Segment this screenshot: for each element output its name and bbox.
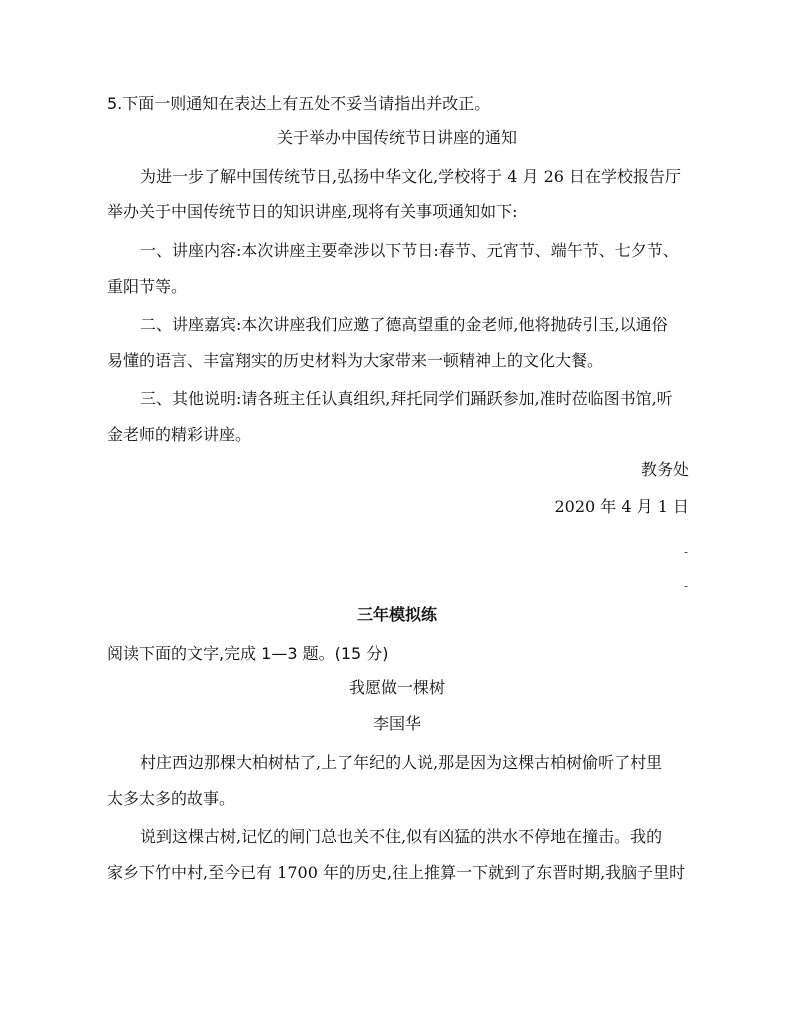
notice-issuer: 教务处	[640, 460, 689, 479]
notice-item1-line2: 重阳节等。	[107, 277, 188, 296]
article-para1-line1: 村庄西边那棵大柏树枯了,上了年纪的人说,那是因为这棵古柏树偷听了村里	[140, 753, 663, 772]
section-instruction: 阅读下面的文字,完成 1—3 题。(15 分)	[107, 644, 389, 663]
article-para2-line1: 说到这棵古树,记忆的闸门总也关不住,似有凶猛的洪水不停地在撞击。我的	[140, 827, 663, 846]
section-heading: 三年模拟练	[356, 605, 437, 624]
notice-para1-line1: 为进一步了解中国传统节日,弘扬中华文化,学校将于 4 月 26 日在学校报告厅	[140, 167, 682, 186]
question-prompt: 5.下面一则通知在表达上有五处不妥当请指出并改正。	[107, 94, 491, 113]
article-para2-line2: 家乡下竹中村,至今已有 1700 年的历史,往上推算一下就到了东晋时期,我脑子里时	[107, 863, 686, 882]
notice-item2-line2: 易懂的语言、丰富翔实的历史材料为大家带来一顿精神上的文化大餐。	[107, 351, 604, 370]
notice-item3-line2: 金老师的精彩讲座。	[107, 425, 252, 444]
notice-date: 2020 年 4 月 1 日	[554, 497, 689, 516]
notice-title: 关于举办中国传统节日讲座的通知	[276, 128, 517, 147]
notice-item2-line1: 二、讲座嘉宾:本次讲座我们应邀了德高望重的金老师,他将抛砖引玉,以通俗	[140, 315, 668, 334]
article-author: 李国华	[372, 714, 421, 733]
margin-mark: -	[684, 579, 689, 593]
margin-mark: -	[684, 545, 689, 559]
notice-item3-line1: 三、其他说明:请各班主任认真组织,拜托同学们踊跃参加,准时莅临图书馆,听	[140, 389, 673, 408]
notice-para1-line2: 举办关于中国传统节日的知识讲座,现将有关事项通知如下:	[107, 202, 518, 221]
article-title: 我愿做一棵树	[348, 678, 445, 697]
article-para1-line2: 太多太多的故事。	[107, 789, 236, 808]
notice-item1-line1: 一、讲座内容:本次讲座主要牵涉以下节日:春节、元宵节、端午节、七夕节、	[140, 241, 679, 260]
